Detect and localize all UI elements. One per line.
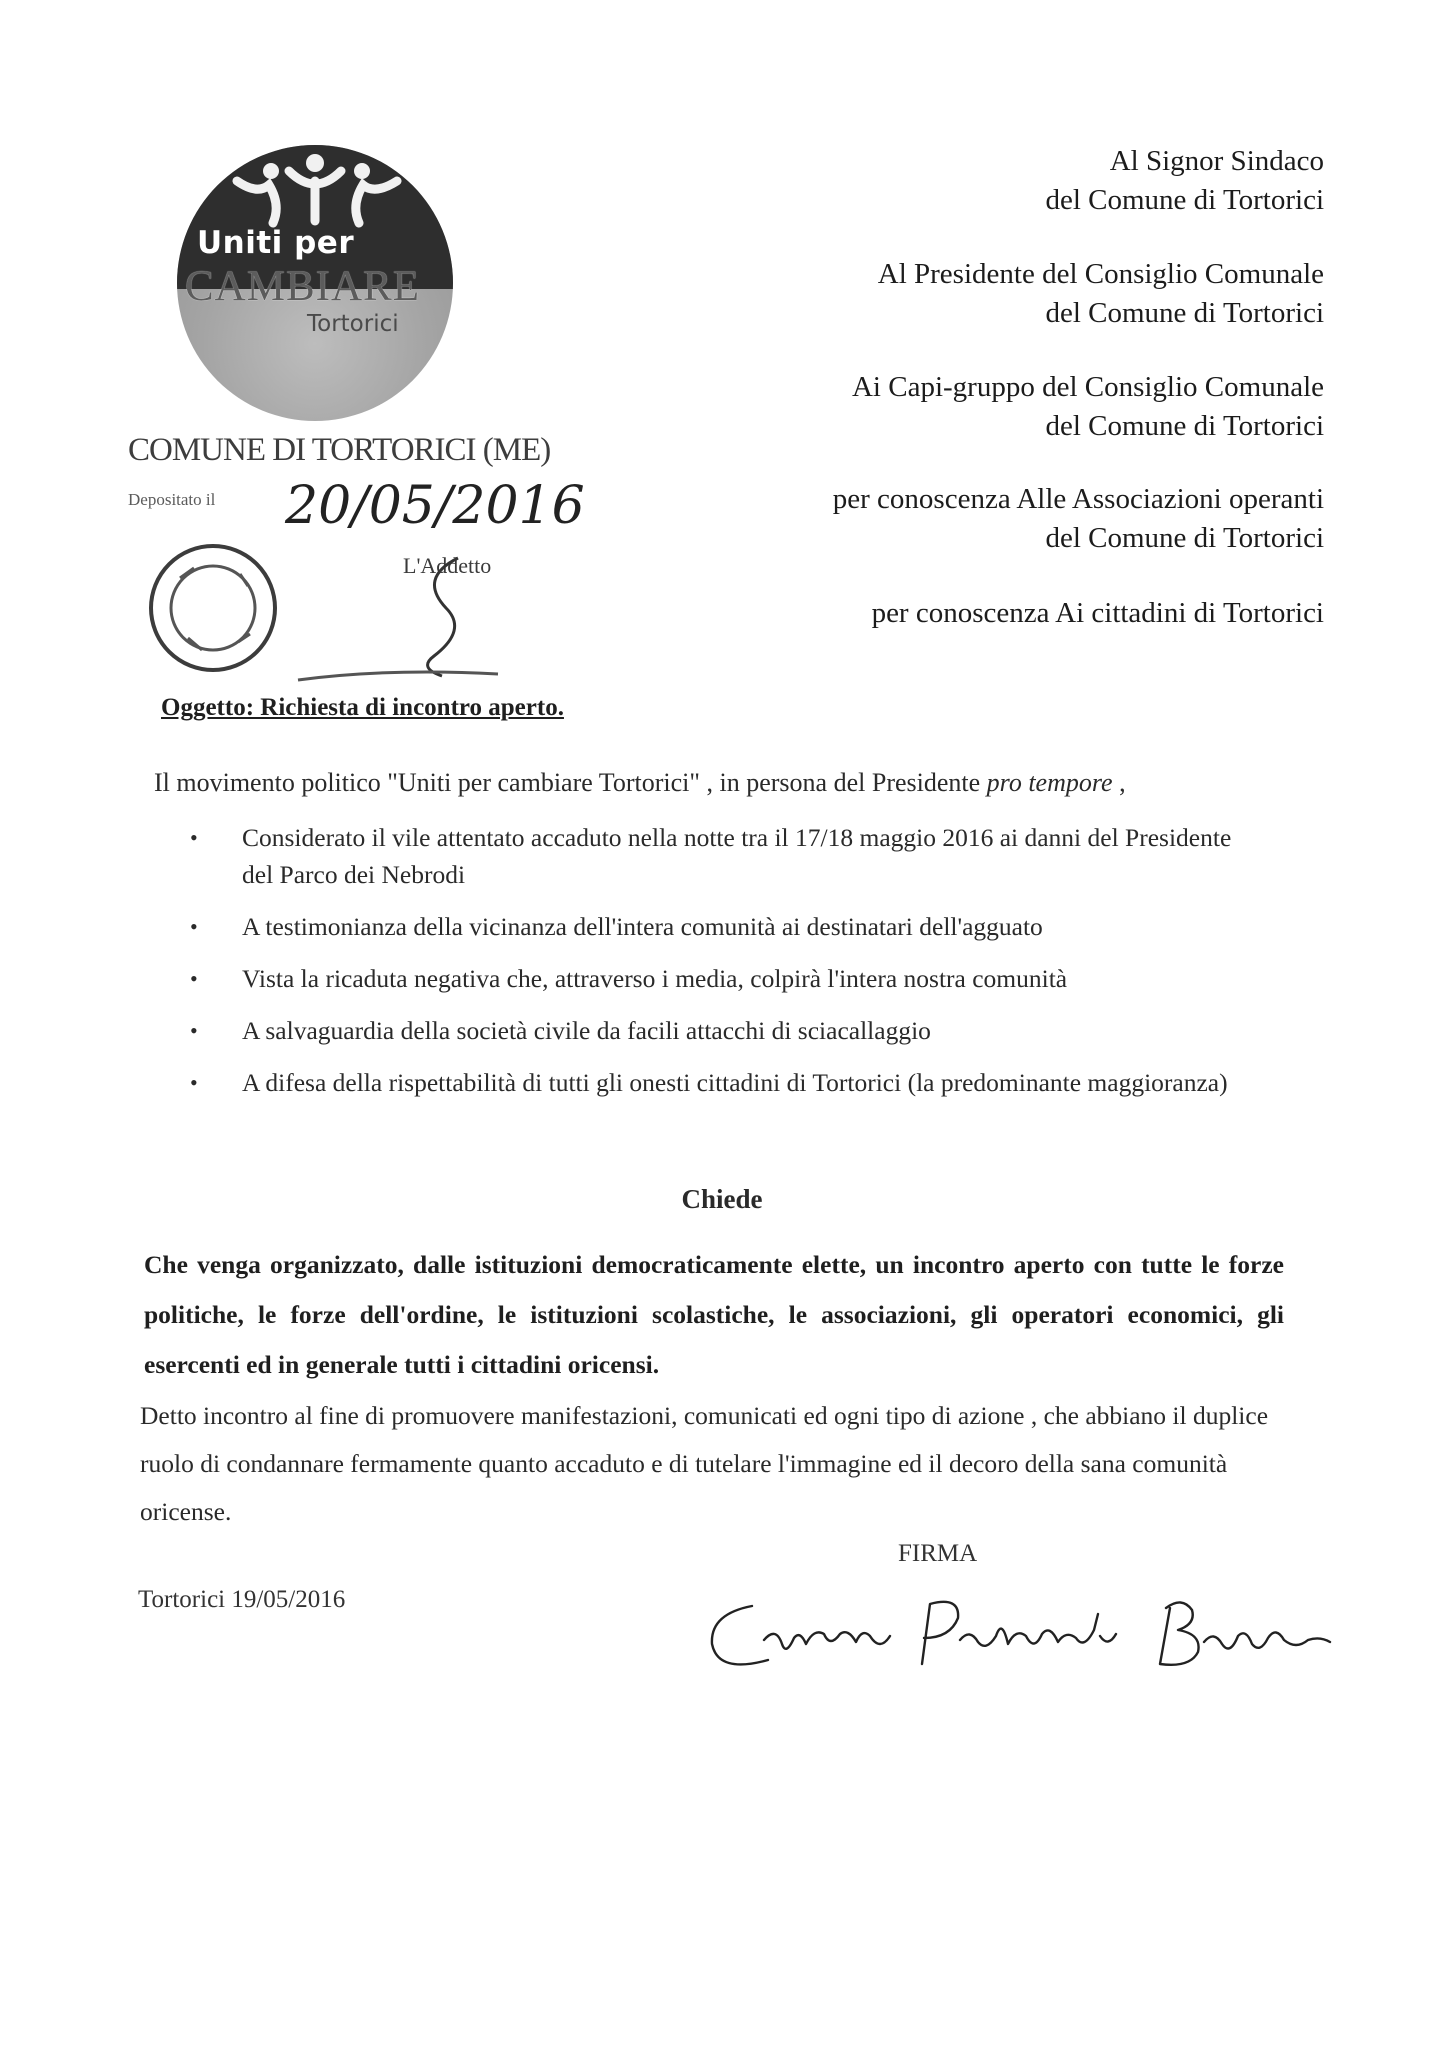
handwritten-signature [690, 1578, 1350, 1688]
recipient-mayor: Al Signor Sindaco del Comune di Tortorici [1045, 145, 1324, 216]
stamp-clerk-label: L'Addetto [403, 553, 492, 578]
chiede-heading: Chiede [681, 1184, 763, 1214]
subject-line: Oggetto: Richiesta di incontro aperto. [161, 694, 564, 721]
intro-paragraph: Il movimento politico "Uniti per cambiare Tortorici" , in persona del Presidente pro tempore , [154, 768, 1126, 797]
stamp-date: 20/05/2016 [285, 476, 585, 536]
recipient-associations: per conoscenza Alle Associazioni operanti del Comune di Tortorici [832, 483, 1324, 554]
recipient-council-president: Al Presidente del Consiglio Comunale del Comune di Tortorici [877, 258, 1324, 329]
logo-text-tortorici: Tortorici [307, 311, 399, 337]
party-logo [177, 145, 453, 421]
reasons-list [190, 819, 1250, 1116]
list-item: • A testimonianza della vicinanza dell'intera comunità ai destinatari dell'agguato [190, 908, 1250, 945]
logo-text-cambiare: CAMBIARE [185, 263, 420, 310]
recipients-block [564, 142, 1324, 668]
place-and-date: Tortorici 19/05/2016 [138, 1586, 346, 1613]
purpose-paragraph: Detto incontro al fine di promuovere manifestazioni, comunicati ed ogni tipo di azione , che abbiano il duplice ruolo di condannare fermamente quanto accaduto e di tutelare l'immagine ed il decoro della sana comunità oricense. [140, 1401, 1269, 1526]
recipient-citizens: per conoscenza Ai cittadini di Tortorici [871, 597, 1324, 629]
request-paragraph: Che venga organizzato, dalle istituzioni democraticamente elette, un incontro aperto con tutte le forze politiche, le forze dell'ordine, le istituzioni scolastiche, le associazioni, gli operatori economici, gli esercenti ed in generale tutti i cittadini oricensi. [144, 1250, 1284, 1379]
list-item: • Considerato il vile attentato accaduto nella notte tra il 17/18 maggio 2016 ai danni del Presidente del Parco dei Nebrodi [190, 819, 1250, 893]
recipient-group-leaders: Ai Capi-gruppo del Consiglio Comunale del Comune di Tortorici [851, 371, 1324, 442]
list-item: • A salvaguardia della società civile da facili attacchi di sciacallaggio [190, 1012, 1250, 1049]
list-item: • A difesa della rispettabilità di tutti gli onesti cittadini di Tortorici (la predominante maggioranza) [190, 1064, 1250, 1101]
stamp-deposited-text: Depositato il [128, 490, 216, 509]
stamp-office-text: COMUNE DI TORTORICI (ME) [128, 432, 551, 468]
logo-text-uniti-per: Uniti per [197, 225, 355, 261]
list-item: • Vista la ricaduta negativa che, attraverso i media, colpirà l'intera nostra comunità [190, 960, 1250, 997]
round-stamp-icon [128, 538, 548, 688]
signature-label: FIRMA [898, 1540, 978, 1567]
